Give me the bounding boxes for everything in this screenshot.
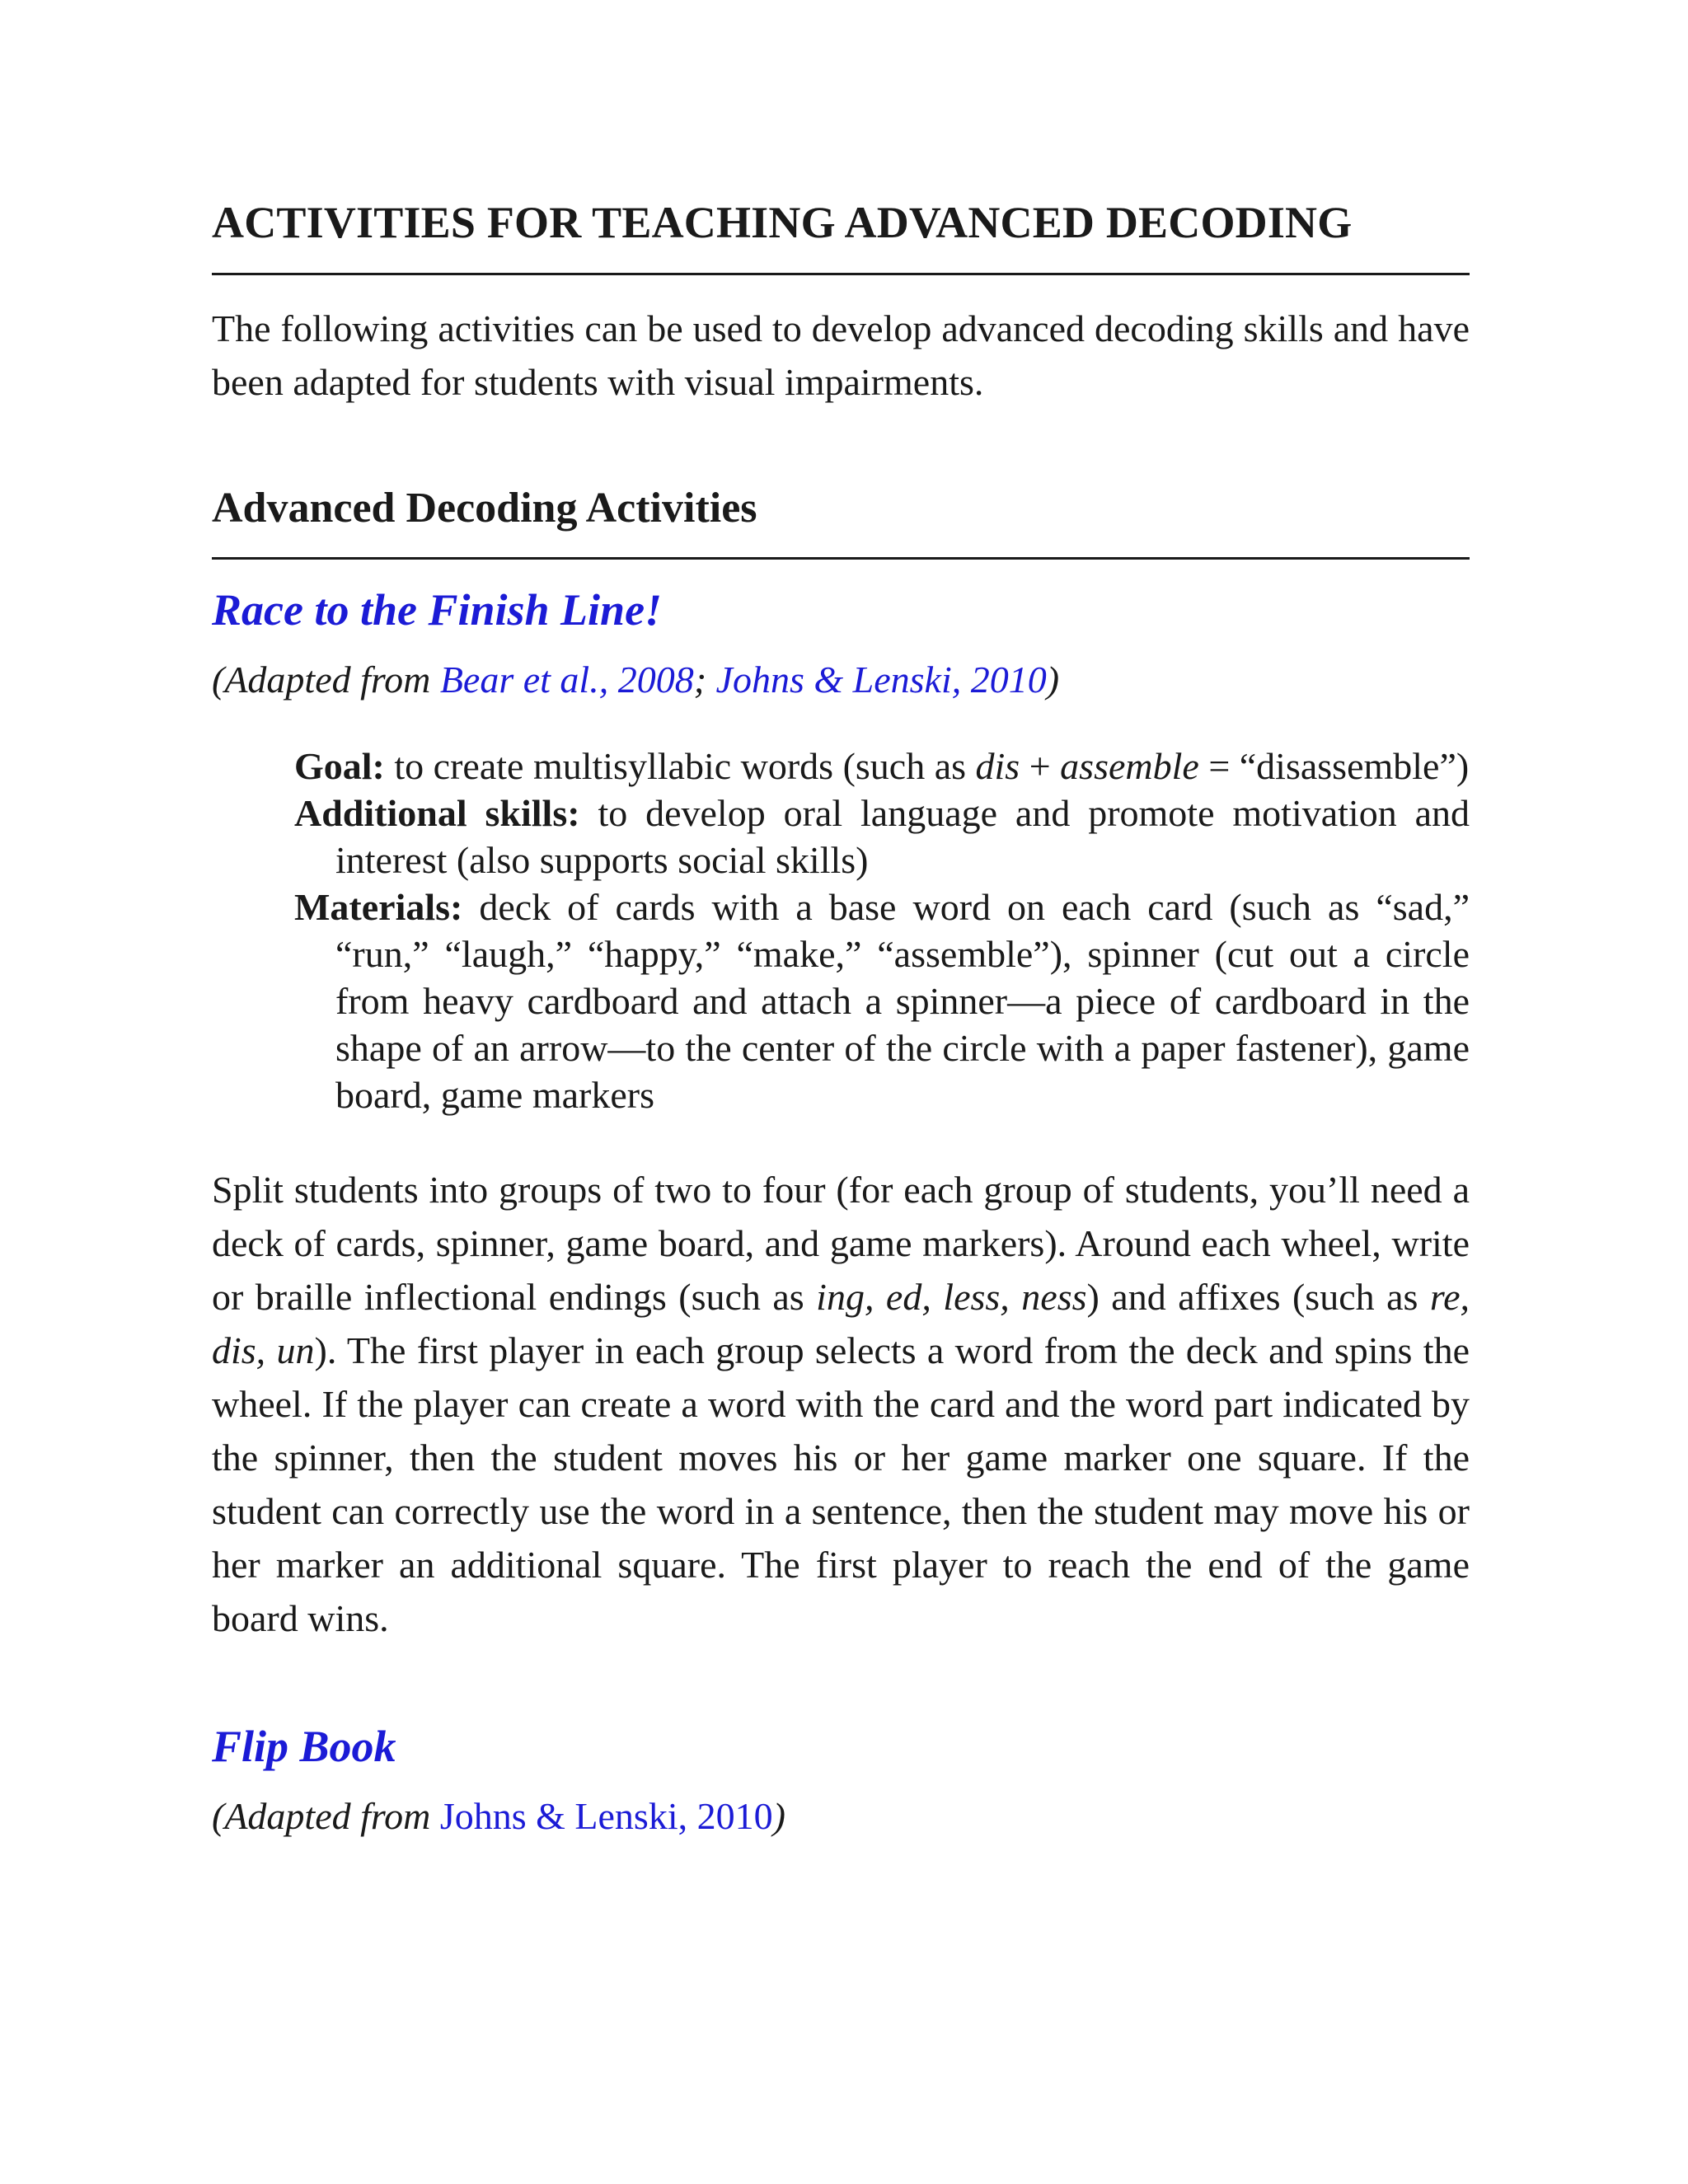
affix-examples: re, dis, un: [212, 1276, 1470, 1371]
adapted-from-line: [212, 655, 1470, 705]
adapted-from-line: [212, 1792, 1470, 1841]
materials-text: deck of cards with a base word on each card (such as “sad,” “run,” “laugh,” “happy,” “make,” “assemble”), spinner (cut out a circle from heavy cardboard and attach a spinner—a piece of cardboard in the shape of an arrow—to the center of the circle with a paper fastener), game board, game markers: [335, 886, 1470, 1116]
materials-label: Materials:: [294, 886, 463, 928]
skills-text: to develop oral language and promote motivation and interest (also supports social skills): [335, 792, 1470, 881]
materials-item: [294, 883, 1470, 1118]
adapted-suffix: ): [1046, 658, 1060, 701]
activity-details: [294, 743, 1470, 1118]
goal-plus: +: [1020, 745, 1061, 787]
adapted-suffix: ): [772, 1795, 785, 1837]
adapted-prefix: (Adapted from: [212, 1795, 440, 1837]
instructions-text-2: ) and affixes (such as: [1086, 1276, 1430, 1318]
activity-title: Flip Book: [212, 1722, 396, 1771]
citation-separator: ;: [693, 658, 716, 701]
goal-item: [294, 743, 1470, 790]
adapted-prefix: (Adapted from: [212, 658, 440, 701]
goal-example-prefix: dis: [975, 745, 1020, 787]
skills-item: [294, 790, 1470, 883]
inflectional-endings: ing, ed, less, ness: [816, 1276, 1087, 1318]
page-title: ACTIVITIES FOR TEACHING ADVANCED DECODING: [212, 194, 1470, 275]
instructions-text-1: Split students into groups of two to four (for each group of students, you’ll need a deck of cards, spinner, game board, and game markers). Around each wheel, write or braille inflectional endings (such as: [212, 1169, 1470, 1318]
citation-link-johns[interactable]: Johns & Lenski, 2010: [715, 658, 1047, 701]
goal-text: to create multisyllabic words (such as: [384, 745, 976, 787]
goal-label: Goal:: [294, 745, 385, 787]
goal-text-end: = “disassemble”): [1198, 745, 1470, 787]
skills-label: Additional skills:: [294, 792, 580, 834]
document-page: [212, 194, 1470, 1841]
activity-instructions: [212, 1163, 1470, 1645]
goal-example-base: assemble: [1060, 745, 1199, 787]
intro-paragraph: The following activities can be used to develop advanced decoding skills and have been adapted for students with visual impairments.: [212, 307, 1470, 403]
citation-link-bear[interactable]: Bear et al., 2008: [439, 658, 694, 701]
section-title: Advanced Decoding Activities: [212, 481, 1470, 560]
instructions-text-3: ). The first player in each group selects a word from the deck and spins the wheel. If the player can create a word with the card and the word part indicated by the spinner, then the student moves his or her game marker one square. If the student can correctly use the word in a sentence, then the student may move his or her marker an additional square. The first player to reach the end of the game board wins.: [212, 1329, 1470, 1639]
activity-flip-book: [212, 1718, 1470, 1841]
activity-title: Race to the Finish Line!: [212, 585, 663, 635]
activity-race-to-finish: [212, 581, 1470, 1645]
citation-link-johns[interactable]: Johns & Lenski, 2010: [439, 1795, 773, 1837]
